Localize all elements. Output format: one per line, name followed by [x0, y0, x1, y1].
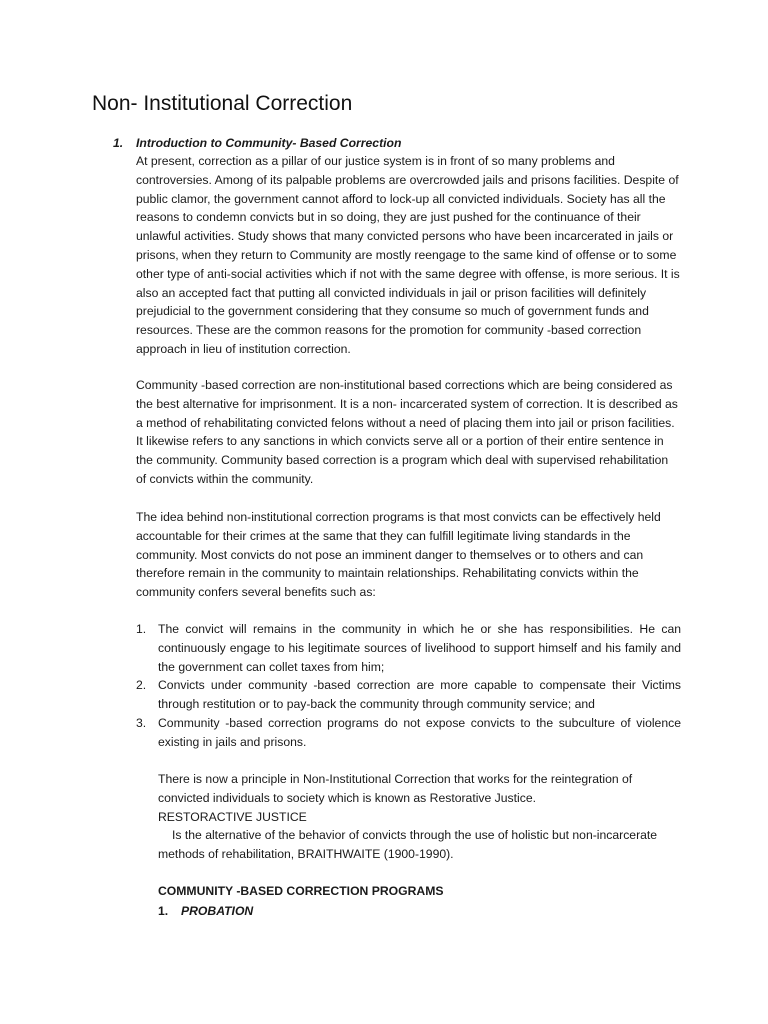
- restorative-definition: Is the alternative of the behavior of convicts through the use of holistic but non-incarcerate methods of rehabilitation, BRAITHWAITE (1900-1990).: [158, 828, 658, 861]
- list-item-number: 3.: [136, 715, 147, 730]
- list-item-text: The convict will remains in the community in which he or she has responsibilities. He can continuously engage to his legitimate sources of livelihood to support himself and his family and the government can collet taxes from him;: [158, 622, 681, 674]
- list-item-number: 2.: [136, 678, 147, 693]
- section-number: 1.: [113, 136, 124, 150]
- programs-heading: COMMUNITY -BASED CORRECTION PROGRAMS: [158, 884, 444, 898]
- list-item-text: Convicts under community -based correction are more capable to compensate their Victims through restitution or to pay-back the community through community service; and: [158, 678, 681, 712]
- list-item-number: 1.: [136, 622, 147, 636]
- list-item: [136, 676, 681, 714]
- restorative-justice-title: RESTORACTIVE JUSTICE: [158, 810, 307, 824]
- idea-paragraph: The idea behind non-institutional correction programs is that most convicts can be effectively held accountable for their crimes at the same that they can fulfill legitimate living standards in the community. Most convicts do not pose an imminent danger to themselves or to others and can therefore remain in the community to maintain relationships. Rehabilitating convicts within the community confers several benefits such as:: [136, 510, 661, 600]
- page-title: Non- Institutional Correction: [92, 92, 353, 115]
- program-number: 1.: [158, 904, 169, 918]
- intro-paragraph: At present, correction as a pillar of our justice system is in front of so many problems and controversies. Among of its palpable problems are overcrowded jails and prisons facilities. Despite of public clamor, the government cannot afford to lock-up all convicted individuals. Society has all the reasons to condemn convicts but in so doing, they are just pushed for the continuance of their unlawful activities. Study shows that many convicted persons who have been incarcerated in jails or prisons, when they return to Community are mostly reengage to the same kind of offense or to some other type of anti-social activities which if not with the same degree with offense, is more serious. It is also an accepted fact that putting all convicted individuals in jail or prison facilities will definitely prejudicial to the government considering that they consume so much of government funds and resources. These are the common reasons for the promotion for community -based correction approach in lieu of institution correction.: [136, 154, 680, 356]
- list-item: [136, 620, 681, 676]
- benefits-list: [136, 620, 681, 752]
- restorative-intro-paragraph: There is now a principle in Non-Institutional Correction that works for the reintegration of convicted individuals to society which is known as Restorative Justice.: [158, 772, 633, 805]
- program-item-probation: PROBATION: [181, 904, 254, 918]
- definition-paragraph: Community -based correction are non-institutional based corrections which are being considered as the best alternative for imprisonment. It is a non- incarcerated system of correction. It is described as a method of rehabilitating convicted felons without a need of placing them into jail or prison facilities. It likewise refers to any sanctions in which convicts serve all or a portion of their entire sentence in the community. Community based correction is a program which deal with supervised rehabilitation of convicts within the community.: [136, 378, 678, 486]
- list-item-text: Community -based correction programs do not expose convicts to the subculture of violence existing in jails and prisons.: [158, 715, 681, 749]
- list-item: [136, 714, 681, 752]
- section-heading: Introduction to Community- Based Correction: [136, 136, 402, 150]
